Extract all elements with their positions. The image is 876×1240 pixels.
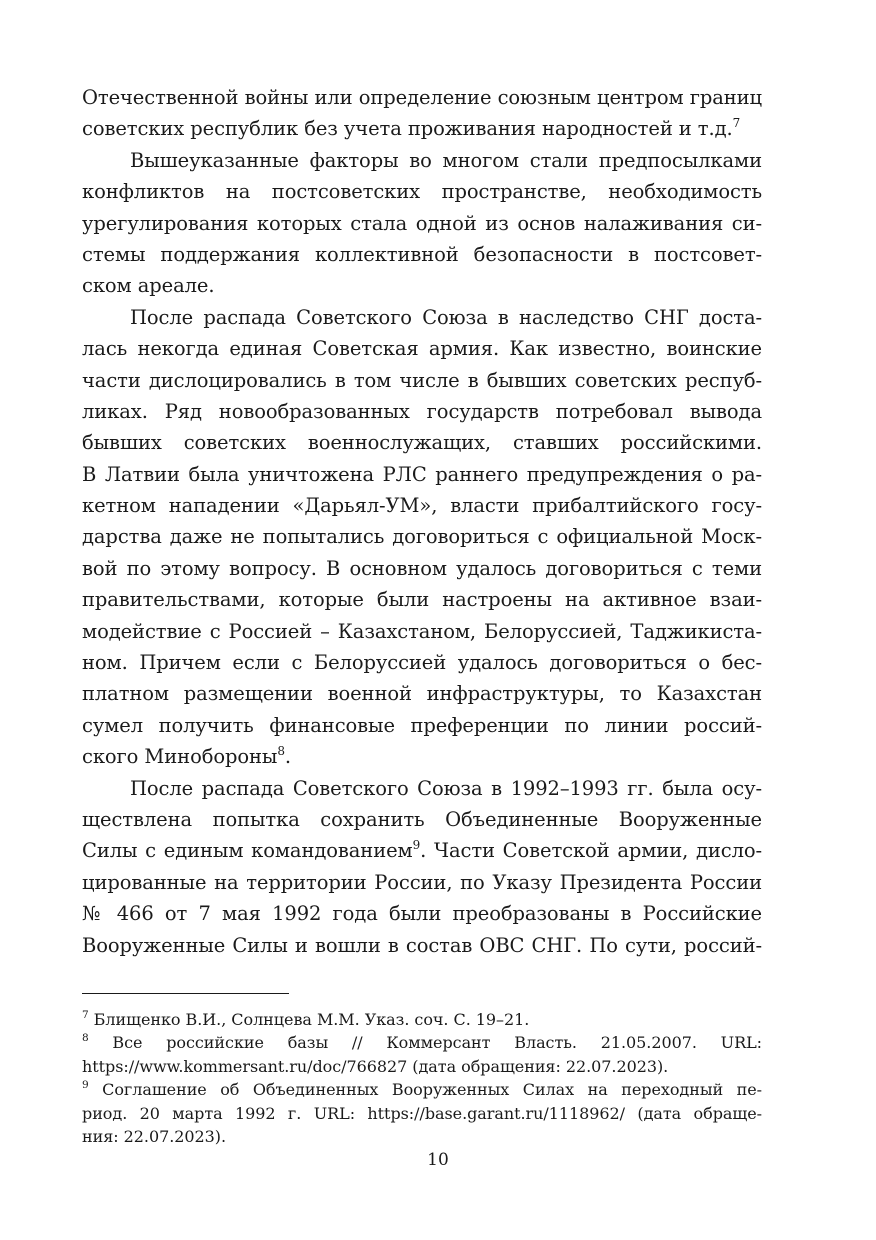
footnote-divider	[82, 993, 289, 994]
footnote-8-line-1	[82, 1031, 762, 1054]
p4-line-6: Вооруженные Силы и вошли в состав ОВС СНГ. По сути, россий-	[82, 933, 762, 957]
footnote-9-line-3: ния: 22.07.2023).	[82, 1126, 226, 1146]
p4-line-1: После распада Советского Союза в 1992–1993 гг. была осу-	[130, 776, 762, 800]
p3-line-13: платном размещении военной инфраструктуры, то Казахстан	[82, 682, 762, 706]
footnote-8-mark: 8	[82, 1032, 89, 1045]
p3-line-6: В Латвии была уничтожена РЛС раннего предупреждения о ра-	[82, 462, 762, 486]
p3-line-4: ликах. Ряд новообразованных государств потребовал вывода	[82, 399, 762, 423]
p3-line-15-text: ского Минобороны	[82, 745, 278, 769]
p4-line-3-end: . Части Советской армии, дисло-	[420, 839, 762, 863]
p3-line-5: бывших советских военнослужащих, ставших российскими.	[82, 431, 762, 455]
footnote-ref-9[interactable]: 9	[412, 837, 421, 852]
p3-line-2: лась некогда единая Советская армия. Как известно, воинские	[82, 337, 762, 361]
p4-line-5: № 466 от 7 мая 1992 года были преобразованы в Российские	[82, 902, 762, 926]
main-text	[82, 82, 762, 961]
p4-line-2: ществлена попытка сохранить Объединенные Вооруженные	[82, 807, 762, 831]
p3-line-7: кетном нападении «Дарьял-УМ», власти прибалтийского госу-	[82, 494, 762, 518]
footnote-9-mark: 9	[82, 1078, 89, 1091]
p3-line-8: дарства даже не попытались договориться с официальной Моск-	[82, 525, 762, 549]
p1-line-1: Отечественной войны или определение союзным центром границ	[82, 86, 762, 109]
footnote-7-mark: 7	[82, 1008, 89, 1021]
p3-line-9: вой по этому вопросу. В основном удалось договориться с теми	[82, 556, 762, 580]
p2-line-4: стемы поддержания коллективной безопасности в постсовет-	[82, 242, 762, 266]
p3-line-11: модействие с Россией – Казахстаном, Белоруссией, Таджикиста-	[82, 619, 762, 643]
footnote-ref-7[interactable]: 7	[732, 115, 741, 130]
p2-line-1: Вышеуказанные факторы во многом стали предпосылками	[130, 148, 762, 172]
p3-line-15	[82, 741, 762, 772]
footnote-ref-8[interactable]: 8	[277, 743, 285, 758]
p3-line-10: правительствами, которые были настроены на активное взаи-	[82, 588, 762, 612]
p3-line-14: сумел получить финансовые преференции по линии россий-	[82, 713, 762, 737]
footnotes	[82, 1008, 762, 1148]
p2-line-3: урегулирования которых стала одной из основ налаживания си-	[82, 211, 762, 235]
p3-line-15-end: .	[284, 745, 291, 769]
footnote-8-text-1: Все российские базы // Коммерсант Власть. 21.05.2007. URL:	[88, 1033, 762, 1053]
p4-line-3	[82, 835, 762, 866]
p3-line-1: После распада Советского Союза в наследство СНГ доста-	[130, 305, 762, 329]
p2-line-2: конфликтов на постсоветских пространстве, необходимость	[82, 180, 762, 204]
footnote-7	[82, 1008, 762, 1031]
p1-line-2-text: советских республик без учета проживания народностей и т.д.	[82, 117, 733, 141]
footnote-9-line-2[interactable]: риод. 20 марта 1992 г. URL: https://base.garant.ru/1118962/ (дата обраще-	[82, 1103, 762, 1123]
footnote-9-text-1: Соглашение об Объединенных Вооруженных Силах на переходный пе-	[88, 1080, 762, 1100]
footnote-9-line-1	[82, 1078, 762, 1101]
footnote-7-text: Блищенко В.И., Солнцева М.М. Указ. соч. С. 19–21.	[88, 1010, 530, 1029]
p2-line-5: ском ареале.	[82, 274, 215, 298]
p1-line-2	[82, 113, 762, 144]
page-number: 10	[427, 1150, 449, 1170]
p3-line-12: ном. Причем если с Белоруссией удалось договориться о бес-	[82, 651, 762, 675]
p3-line-3: части дислоцировались в том числе в бывших советских респуб-	[82, 368, 762, 392]
p4-line-3-start: Силы с единым командованием	[82, 839, 413, 863]
p4-line-4: цированные на территории России, по Указу Президента России	[82, 870, 762, 894]
footnote-8-line-2[interactable]: https://www.kommersant.ru/doc/766827 (дата обращения: 22.07.2023).	[82, 1056, 669, 1076]
